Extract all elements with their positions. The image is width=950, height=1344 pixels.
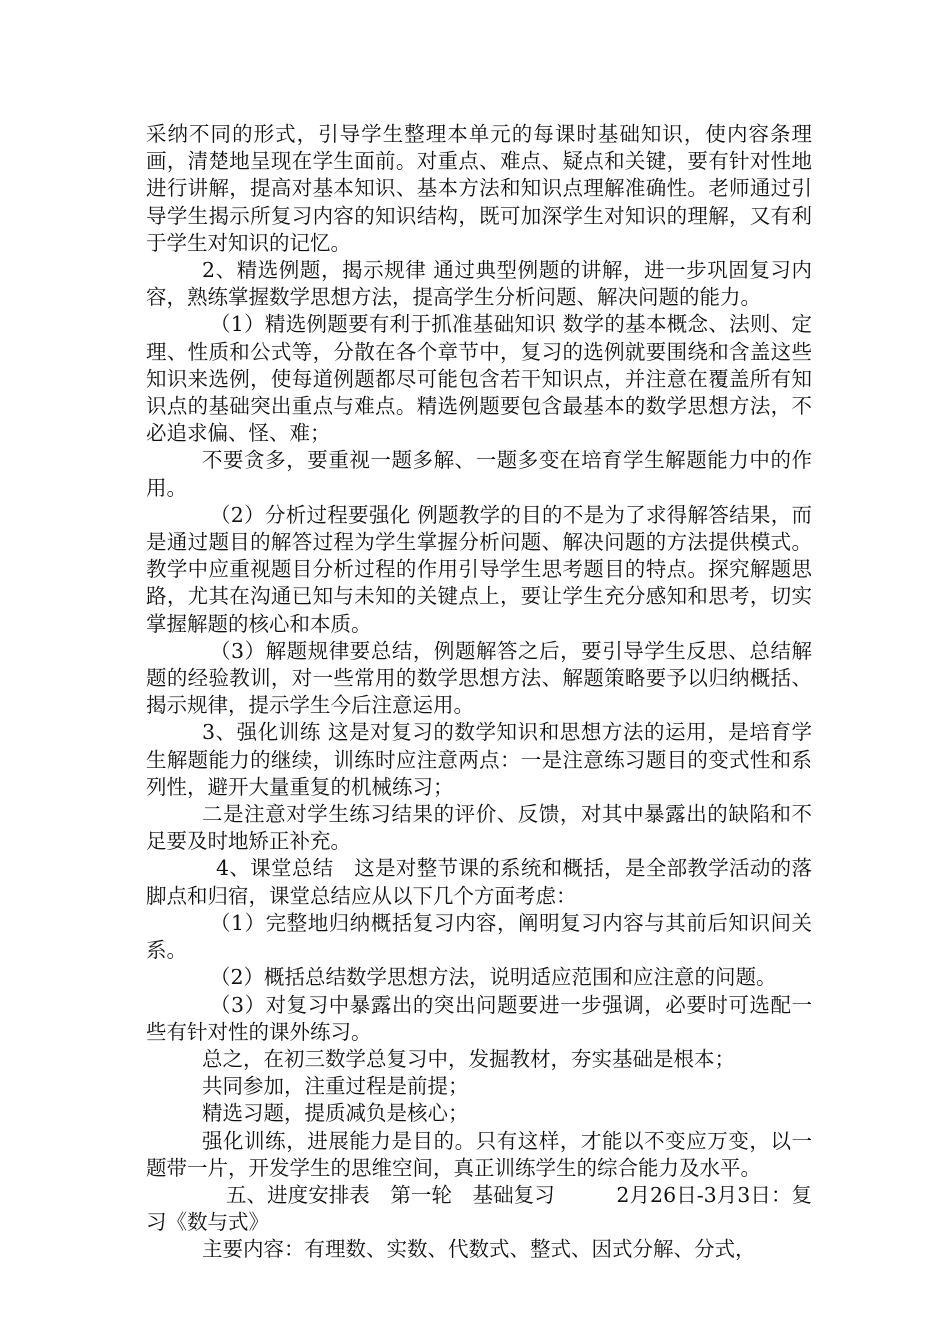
paragraph-summarize-rules: （3）解题规律要总结，例题解答之后，要引导学生反思、总结解题的经验教训，对一些常用的数学思想方法、解题策略要予以归纳概括、揭示规律，提示学生今后注意运用。: [146, 638, 812, 718]
paragraph-summary-item-3: （3）对复习中暴露出的突出问题要进一步强调，必要时可选配一些有针对性的课外练习。: [146, 992, 812, 1044]
paragraph-strengthen-training: 3、强化训练 这是对复习的数学知识和思想方法的运用，是培育学生解题能力的继续，训练时应注意两点：一是注意练习题目的变式性和系列性，避开大量重复的机械练习；: [146, 720, 812, 799]
paragraph-conclusion-1: 总之，在初三数学总复习中，发掘教材，夯实基础是根本；: [202, 1046, 735, 1071]
paragraph-conclusion-4: 强化训练，进展能力是目的。只有这样，才能以不变应万变，以一题带一片，开发学生的思维空间，真正训练学生的综合能力及水平。: [146, 1128, 812, 1180]
paragraph-evaluation-feedback: 二是注意对学生练习结果的评价、反馈，对其中暴露出的缺陷和不足要及时地矫正补充。: [146, 802, 812, 854]
paragraph-review-method: 采纳不同的形式，引导学生整理本单元的每课时基础知识，使内容条理画，清楚地呈现在学生面前。对重点、难点、疑点和关键，要有针对性地进行讲解，提高对基本知识、基本方法和知识点理解准确性。老师通过引导学生揭示所复习内容的知识结构，既可加深学生对知识的理解，又有利于学生对知识的记忆。: [146, 122, 812, 255]
paragraph-examples-basics: （1）精选例题要有利于抓准基础知识 数学的基本概念、法则、定理、性质和公式等，分散在各个章节中，复习的选例就要围绕和含盖这些知识来选例，使每道例题都尽可能包含若干知识点，并注意在覆盖所有知识点的基础突出重点与难点。精选例题要包含最基本的数学思想方法，不必追求偏、怪、难；: [146, 312, 812, 446]
paragraph-not-greedy: 不要贪多，要重视一题多解、一题多变在培育学生解题能力中的作用。: [146, 448, 812, 500]
document-body: [146, 121, 812, 1264]
paragraph-schedule-heading: 五、进度安排表 第一轮 基础复习 2月26日-3月3日：复习《数与式》: [146, 1182, 812, 1235]
paragraph-summary-item-2: （2）概括总结数学思想方法，说明适应范围和应注意的问题。: [210, 965, 777, 990]
paragraph-main-content: 主要内容：有理数、实数、代数式、整式、因式分解、分式，: [202, 1237, 756, 1262]
paragraph-summary-item-1: （1）完整地归纳概括复习内容，阐明复习内容与其前后知识间关系。: [146, 910, 812, 963]
paragraph-select-examples: 2、精选例题，揭示规律 通过典型例题的讲解，进一步巩固复习内容，熟练掌握数学思想方法，提高学生分析问题、解决问题的能力。: [146, 258, 812, 310]
paragraph-class-summary: 4、课堂总结 这是对整节课的系统和概括，是全部教学活动的落脚点和归宿，课堂总结应从以下几个方面考虑：: [146, 856, 812, 908]
paragraph-conclusion-2: 共同参加，注重过程是前提；: [202, 1074, 469, 1099]
paragraph-conclusion-3: 精选习题，提质减负是核心；: [202, 1101, 469, 1126]
paragraph-analysis-process: （2）分析过程要强化 例题教学的目的不是为了求得解答结果，而是通过题目的解答过程为学生掌握分析问题、解决问题的方法提供模式。教学中应重视题目分析过程的作用引导学生思考题目的特点。探究解题思路，尤其在沟通已知与未知的关键点上，要让学生充分感知和思考，切实掌握解题的核心和本质。: [146, 502, 812, 636]
